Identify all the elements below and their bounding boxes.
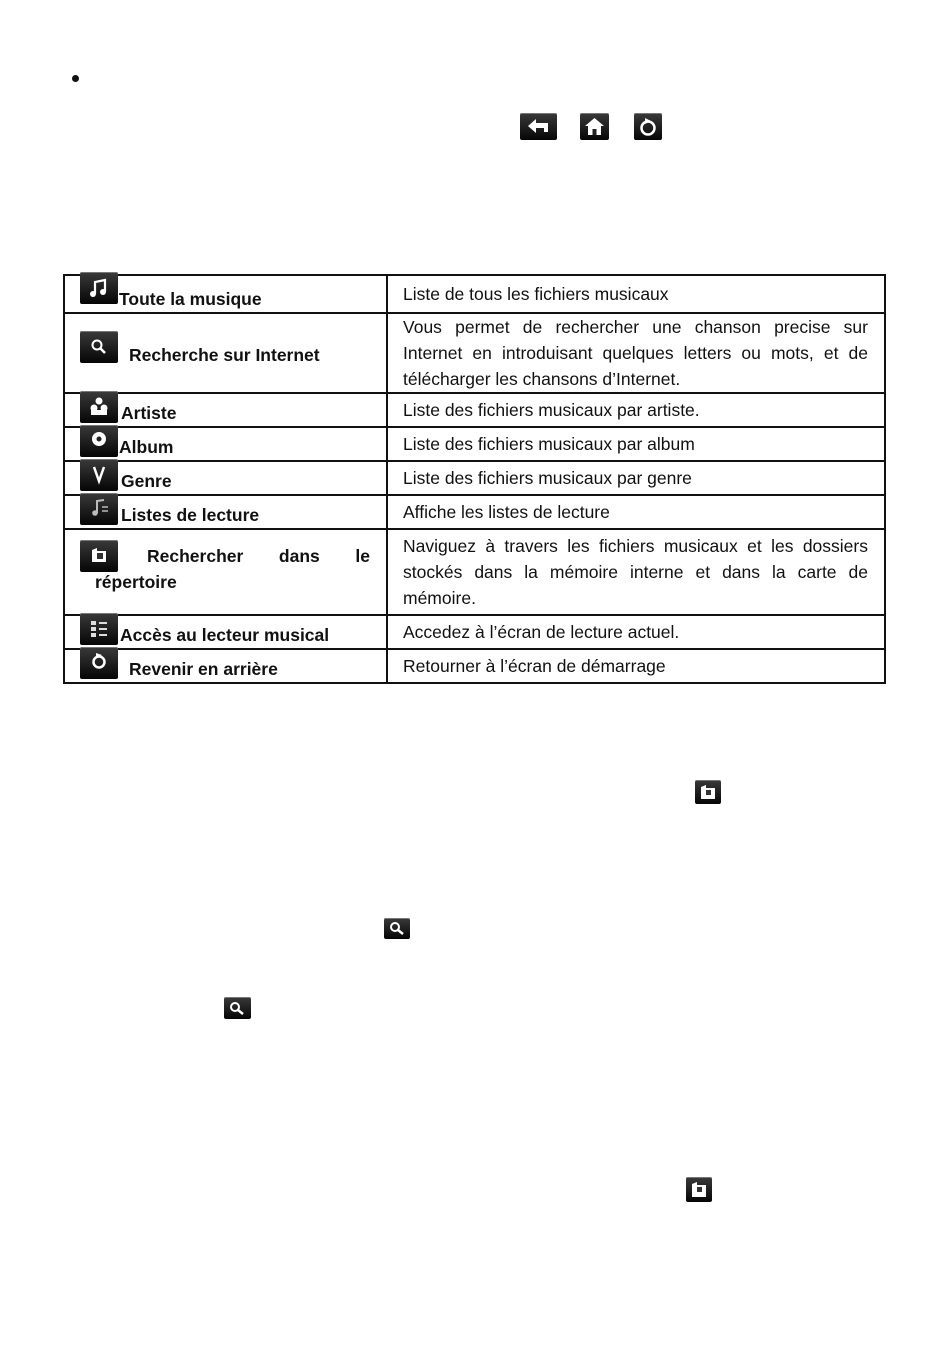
row-label: Revenir en arrière xyxy=(129,659,278,679)
table-row xyxy=(64,427,885,461)
album-disc-icon xyxy=(80,425,118,457)
table-row xyxy=(64,495,885,529)
row-description: Liste des fichiers musicaux par artiste. xyxy=(387,393,885,427)
playlist-icon xyxy=(80,493,118,525)
table-row xyxy=(64,275,885,313)
bullet-dot xyxy=(72,75,79,82)
artist-icon xyxy=(80,391,118,423)
music-menu-table xyxy=(63,274,886,684)
genre-icon xyxy=(80,459,118,491)
refresh-icon[interactable] xyxy=(634,113,662,140)
row-label: Genre xyxy=(121,471,172,491)
folder-icon xyxy=(80,540,118,572)
row-label: répertoire xyxy=(95,572,177,592)
row-label: Artiste xyxy=(121,403,177,423)
table-row xyxy=(64,529,885,615)
row-label: Album xyxy=(119,437,174,457)
table-row xyxy=(64,615,885,649)
music-player-icon xyxy=(80,613,118,645)
folder-icon xyxy=(695,780,721,804)
row-description: Liste des fichiers musicaux par album xyxy=(387,427,885,461)
row-description: Naviguez à travers les fichiers musicaux et les dossiers stockés dans la mémoire interne et dans la carte de mémoire. xyxy=(387,529,885,615)
row-label: Rechercher dans le xyxy=(147,546,370,566)
row-label: Recherche sur Internet xyxy=(129,345,320,365)
search-icon xyxy=(80,331,118,363)
music-note-icon xyxy=(80,272,118,304)
row-description: Accedez à l’écran de lecture actuel. xyxy=(387,615,885,649)
row-label: Listes de lecture xyxy=(121,505,260,525)
table-row xyxy=(64,649,885,683)
folder-icon xyxy=(686,1177,712,1202)
table-row xyxy=(64,313,885,393)
table-row xyxy=(64,461,885,495)
row-description: Affiche les listes de lecture xyxy=(387,495,885,529)
row-label: Accès au lecteur musical xyxy=(120,625,330,645)
home-icon[interactable] xyxy=(580,113,609,140)
return-icon xyxy=(80,647,118,679)
back-arrow-icon[interactable] xyxy=(520,113,557,140)
search-icon xyxy=(224,997,251,1019)
row-description: Liste de tous les fichiers musicaux xyxy=(387,275,885,313)
row-description: Retourner à l’écran de démarrage xyxy=(387,649,885,683)
search-icon xyxy=(384,918,410,939)
row-description: Vous permet de rechercher une chanson precise sur Internet en introduisant quelques letters ou mots, et de télécharger les chansons d’Internet. xyxy=(387,313,885,393)
row-label: Toute la musique xyxy=(119,289,262,309)
table-row xyxy=(64,393,885,427)
row-description: Liste des fichiers musicaux par genre xyxy=(387,461,885,495)
